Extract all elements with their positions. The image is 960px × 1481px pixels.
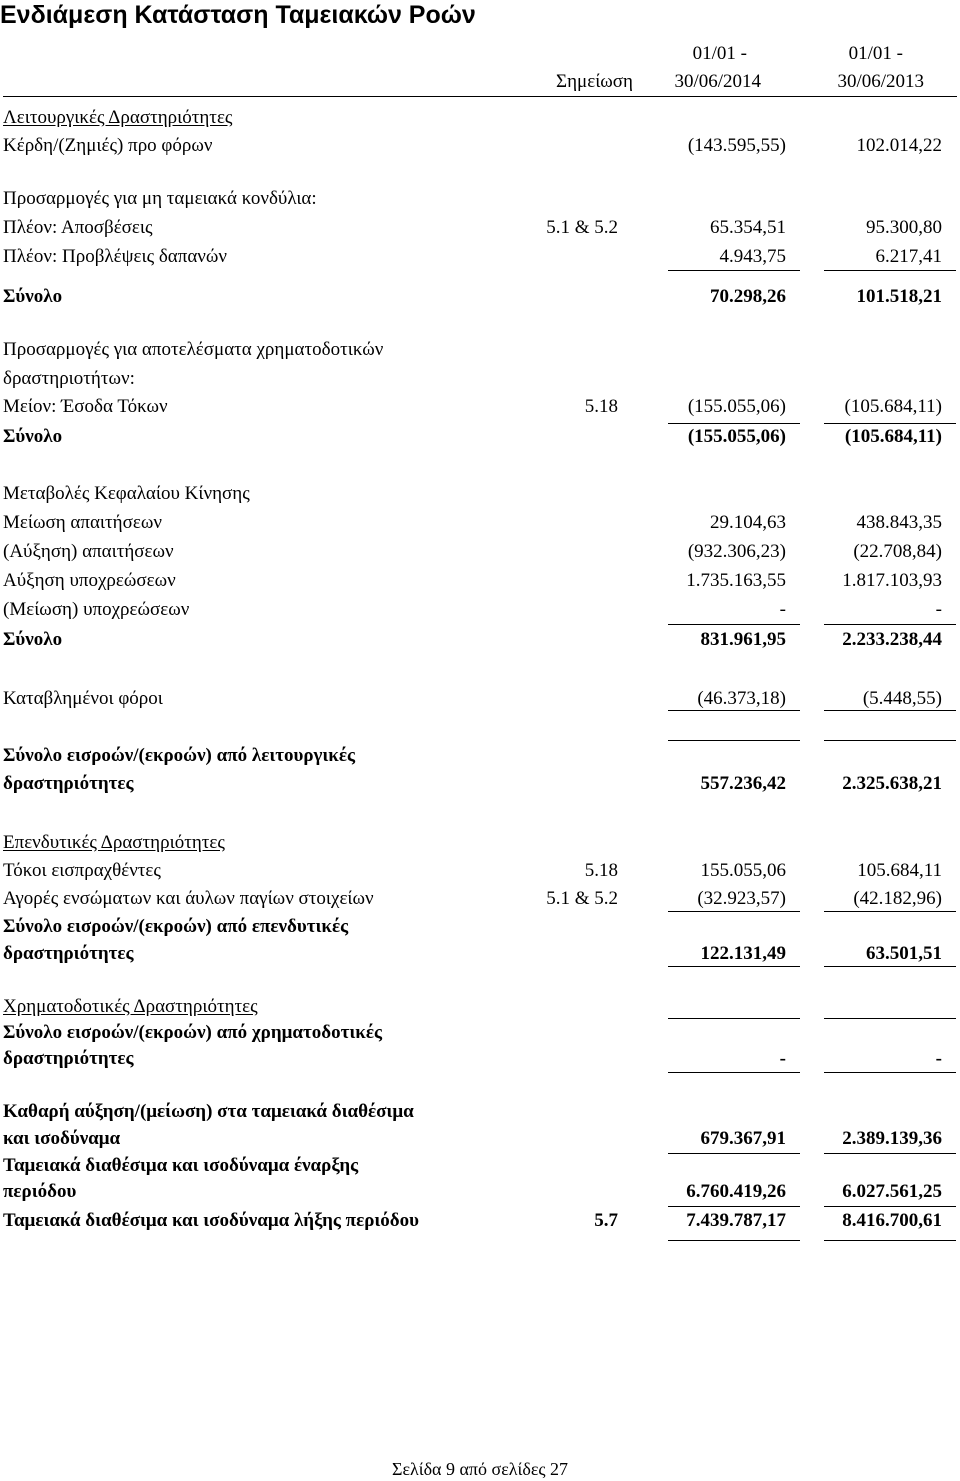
- table-row: [0, 626, 958, 654]
- row-note: 5.1 & 5.2: [546, 888, 618, 909]
- row-value-2013: 2.389.139,36: [842, 1128, 942, 1149]
- row-value-2014: (155.055,06): [687, 396, 786, 417]
- table-row: [0, 596, 958, 624]
- row-value-2014: -: [779, 599, 786, 620]
- table-row: [0, 509, 958, 537]
- row-value-2014: (155.055,06): [687, 426, 786, 447]
- subtotal-rule-period-2014: [668, 710, 800, 711]
- table-row: [0, 742, 958, 770]
- row-value-2013: -: [935, 599, 942, 620]
- row-label: Αύξηση υποχρεώσεων: [3, 570, 176, 591]
- note-column-header: Σημείωση: [556, 71, 633, 92]
- table-row: [0, 365, 958, 393]
- subtotal-rule-period-2013: [824, 270, 956, 271]
- subtotal-rule-period-2014: [668, 270, 800, 271]
- row-label: Σύνολο: [3, 426, 63, 447]
- row-label: περιόδου: [3, 1181, 77, 1202]
- subtotal-rule-period-2013: [824, 740, 956, 741]
- table-row: [0, 104, 958, 132]
- row-value-2013: (22.708,84): [853, 541, 942, 562]
- row-value-2013: 63.501,51: [866, 943, 942, 964]
- table-row: [0, 336, 958, 364]
- subtotal-rule-period-2014: [668, 1072, 800, 1073]
- row-note: 5.18: [584, 396, 618, 417]
- row-value-2014: -: [779, 1048, 786, 1069]
- row-label: Σύνολο εισροών/(εκροών) από επενδυτικές: [3, 916, 349, 937]
- table-row: [0, 1178, 958, 1206]
- row-value-2013: 8.416.700,61: [842, 1210, 942, 1231]
- subtotal-rule-period-2013: [824, 624, 956, 625]
- total-rule-period-2014: [668, 1240, 800, 1241]
- table-row: [0, 857, 958, 885]
- row-value-2014: 6.760.419,26: [686, 1181, 786, 1202]
- row-value-2014: 70.298,26: [710, 286, 786, 307]
- table-row: [0, 538, 958, 566]
- table-row: [0, 132, 958, 160]
- table-row: [0, 829, 958, 857]
- row-value-2014: 1.735.163,55: [686, 570, 786, 591]
- table-row: [0, 1152, 958, 1180]
- row-value-2014: 155.055,06: [700, 860, 786, 881]
- table-row: [0, 214, 958, 242]
- row-value-2014: 4.943,75: [719, 246, 786, 267]
- subtotal-rule-period-2013: [824, 1206, 956, 1207]
- row-value-2014: 65.354,51: [710, 217, 786, 238]
- table-row: [0, 283, 958, 311]
- row-value-2013: 102.014,22: [856, 135, 942, 156]
- row-value-2013: 1.817.103,93: [842, 570, 942, 591]
- row-label: Πλέον: Αποσβέσεις: [3, 217, 153, 238]
- table-row: [0, 1125, 958, 1153]
- row-label: Ταμειακά διαθέσιμα και ισοδύναμα λήξης περιόδου: [3, 1210, 419, 1231]
- row-value-2013: 105.684,11: [857, 860, 942, 881]
- period-2014-header-line2: 30/06/2014: [674, 71, 761, 92]
- row-value-2013: 2.325.638,21: [842, 773, 942, 794]
- row-value-2014: 831.961,95: [700, 629, 786, 650]
- subtotal-rule-period-2014: [668, 423, 800, 424]
- row-label: Κέρδη/(Ζημιές) προ φόρων: [3, 135, 213, 156]
- row-label: Ταμειακά διαθέσιμα και ισοδύναμα έναρξης: [3, 1155, 359, 1176]
- table-row: [0, 885, 958, 913]
- row-note: 5.1 & 5.2: [546, 217, 618, 238]
- row-label: Επενδυτικές Δραστηριότητες: [3, 832, 225, 853]
- row-label: Χρηματοδοτικές Δραστηριότητες: [3, 996, 258, 1017]
- row-value-2013: (42.182,96): [853, 888, 942, 909]
- row-value-2013: 438.843,35: [856, 512, 942, 533]
- subtotal-rule-period-2014: [668, 624, 800, 625]
- table-row: [0, 940, 958, 968]
- table-row: [0, 993, 958, 1021]
- row-value-2013: 95.300,80: [866, 217, 942, 238]
- table-row: [0, 423, 958, 451]
- subtotal-rule-period-2013: [824, 911, 956, 912]
- row-value-2014: 557.236,42: [700, 773, 786, 794]
- subtotal-rule-period-2014: [668, 1206, 800, 1207]
- table-row: [0, 567, 958, 595]
- row-label: Σύνολο: [3, 286, 63, 307]
- table-row: [0, 1207, 958, 1235]
- row-value-2013: (105.684,11): [844, 426, 942, 447]
- row-value-2014: (932.306,23): [687, 541, 786, 562]
- row-label: Προσαρμογές για μη ταμειακά κονδύλια:: [3, 188, 317, 209]
- row-value-2013: 101.518,21: [856, 286, 942, 307]
- table-row: [0, 393, 958, 421]
- period-2013-header-line2: 30/06/2013: [837, 71, 924, 92]
- subtotal-rule-period-2014: [668, 1153, 800, 1154]
- row-value-2014: 29.104,63: [710, 512, 786, 533]
- row-label: Καταβλημένοι φόροι: [3, 688, 163, 709]
- table-row: [0, 1045, 958, 1073]
- row-value-2014: (46.373,18): [697, 688, 786, 709]
- row-label: Μείωση απαιτήσεων: [3, 512, 162, 533]
- row-label: δραστηριότητες: [3, 773, 134, 794]
- row-label: δραστηριότητες: [3, 1048, 134, 1069]
- row-value-2014: 122.131,49: [700, 943, 786, 964]
- row-label: δραστηριοτήτων:: [3, 368, 135, 389]
- table-row: [0, 480, 958, 508]
- row-label: Προσαρμογές για αποτελέσματα χρηματοδοτικών: [3, 339, 384, 360]
- row-label: Μείον: Έσοδα Τόκων: [3, 396, 168, 417]
- table-row: [0, 685, 958, 713]
- row-note: 5.7: [594, 1210, 618, 1231]
- subtotal-rule-period-2014: [668, 911, 800, 912]
- row-label: Μεταβολές Κεφαλαίου Κίνησης: [3, 483, 250, 504]
- page-footer: Σελίδα 9 από σελίδες 27: [391, 1459, 569, 1479]
- row-value-2014: (143.595,55): [687, 135, 786, 156]
- row-label: Σύνολο εισροών/(εκροών) από χρηματοδοτικές: [3, 1022, 382, 1043]
- row-value-2014: 7.439.787,17: [686, 1210, 786, 1231]
- row-label: Τόκοι εισπραχθέντες: [3, 860, 161, 881]
- period-2013-header-line1: 01/01 -: [848, 43, 903, 64]
- row-label: Σύνολο εισροών/(εκροών) από λειτουργικές: [3, 745, 355, 766]
- row-label: και ισοδύναμα: [3, 1128, 121, 1149]
- subtotal-rule-period-2013: [824, 710, 956, 711]
- subtotal-rule-period-2013: [824, 966, 956, 967]
- table-row: [0, 185, 958, 213]
- subtotal-rule-period-2014: [668, 1018, 800, 1019]
- subtotal-rule-period-2013: [824, 1153, 956, 1154]
- row-note: 5.18: [584, 860, 618, 881]
- table-row: [0, 913, 958, 941]
- row-value-2014: 679.367,91: [700, 1128, 786, 1149]
- row-label: Καθαρή αύξηση/(μείωση) στα ταμειακά διαθέσιμα: [3, 1101, 414, 1122]
- table-row: [0, 770, 958, 798]
- period-2014-header-line1: 01/01 -: [692, 43, 747, 64]
- row-label: (Μείωση) υποχρεώσεων: [3, 599, 190, 620]
- row-value-2013: 6.217,41: [875, 246, 942, 267]
- row-label: (Αύξηση) απαιτήσεων: [3, 541, 174, 562]
- table-row: [0, 1098, 958, 1126]
- row-label: δραστηριότητες: [3, 943, 134, 964]
- row-value-2013: (105.684,11): [844, 396, 942, 417]
- row-label: Λειτουργικές Δραστηριότητες: [3, 107, 233, 128]
- row-value-2013: 2.233.238,44: [842, 629, 942, 650]
- row-value-2014: (32.923,57): [697, 888, 786, 909]
- row-value-2013: (5.448,55): [862, 688, 942, 709]
- subtotal-rule-period-2013: [824, 1018, 956, 1019]
- subtotal-rule-period-2013: [824, 423, 956, 424]
- page-title: Ενδιάμεση Κατάσταση Ταμειακών Ροών: [0, 1, 476, 29]
- header-rule: [3, 96, 957, 97]
- table-row: [0, 243, 958, 271]
- row-value-2013: -: [935, 1048, 942, 1069]
- subtotal-rule-period-2013: [824, 1072, 956, 1073]
- subtotal-rule-period-2014: [668, 740, 800, 741]
- row-value-2013: 6.027.561,25: [842, 1181, 942, 1202]
- total-rule-period-2013: [824, 1240, 956, 1241]
- row-label: Σύνολο: [3, 629, 63, 650]
- row-label: Πλέον: Προβλέψεις δαπανών: [3, 246, 227, 267]
- row-label: Αγορές ενσώματων και άυλων παγίων στοιχείων: [3, 888, 374, 909]
- subtotal-rule-period-2014: [668, 966, 800, 967]
- table-row: [0, 1019, 958, 1047]
